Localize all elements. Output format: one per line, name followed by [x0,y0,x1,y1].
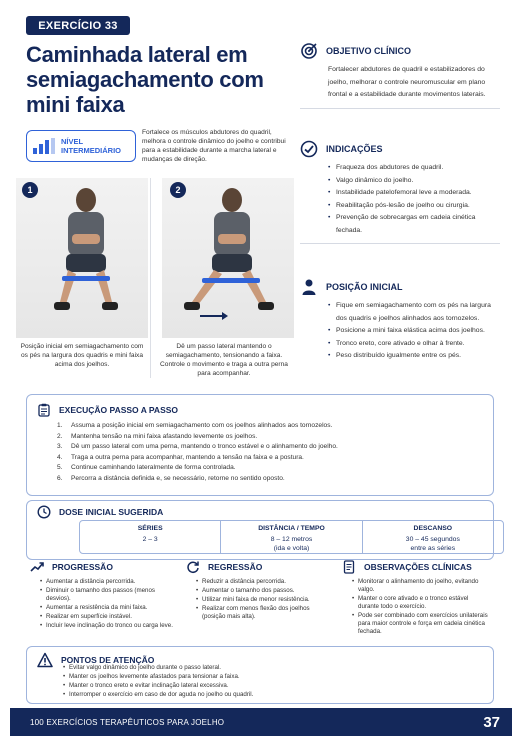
list-item: 2. Mantenha tensão na mini faixa afastando levemente os joelhos. [57,432,258,440]
list-item: 4. Traga a outra perna para acompanhar, mantendo a tensão na faixa e a postura. [57,453,304,461]
list-item: • Tronco ereto, core ativado e olhar à frente. [328,338,500,351]
step-1-photo [16,178,148,338]
dose-box [26,500,494,560]
check-circle-icon [300,140,318,158]
step-2-photo [162,178,294,338]
list-item: • Evitar valgo dinâmico do joelho durante o passo lateral. [63,664,483,672]
clipboard-icon [37,403,51,417]
list-item: • Diminuir o tamanho dos passos (menos desvios). [40,587,178,603]
regressao-section [186,560,334,622]
dose-rest: DESCANSO 30 – 45 segundos entre as séries [362,521,503,553]
list-item: 1. Assuma a posição inicial em semiagachamento com os joelhos alinhados aos tornozelos. [57,422,333,429]
atencao-heading: PONTOS DE ATENÇÃO [61,655,155,665]
step-2-number: 2 [170,182,186,198]
list-item: • Valgo dinâmico do joelho. [328,175,500,188]
list-item: • Instabilidade patelofemoral leve a moderada. [328,187,500,200]
refresh-icon [186,560,200,574]
list-item: • Reduzir a distância percorrida. [196,578,334,586]
list-item: • Posicione a mini faixa elástica acima dos joelhos. [328,325,500,338]
squat-figure-side-step [162,178,294,338]
dose-distance: DISTÂNCIA / TEMPO 8 – 12 metros (ida e volta) [220,521,361,553]
squat-figure-front [16,178,148,338]
trend-up-icon [30,560,44,574]
regressao-heading: REGRESSÃO [208,562,263,572]
target-icon [300,42,318,60]
list-item: • Realizar com menos flexão dos joelhos (posição mais alta). [196,605,334,621]
posicao-section [300,278,500,363]
indicacoes-heading: INDICAÇÕES [326,144,383,154]
warning-icon [37,652,53,668]
person-icon [300,278,318,296]
objetivo-section [300,42,500,115]
list-item: • Reabilitação pós-lesão de joelho ou cirurgia. [328,200,500,213]
level-value: INTERMEDIÁRIO [61,146,121,155]
list-item: • Aumentar o tamanho dos passos. [196,587,334,595]
list-item: • Peso distribuído igualmente entre os pés. [328,350,500,363]
document-icon [342,560,356,574]
list-item: • Manter os joelhos levemente afastados para tensionar a faixa. [63,673,483,681]
list-item: 3. Dê um passo lateral com uma perna, mantendo o tronco estável e o alinhamento do joelho. [57,443,338,450]
level-bars-icon [33,138,55,154]
exercise-badge: EXERCÍCIO 33 [26,16,130,35]
level-label: NÍVEL [61,137,84,146]
list-item: • Monitorar o alinhamento do joelho, evitando valgo. [352,578,490,594]
list-item: • Prevenção de sobrecargas em cadeia cinética fechada. [328,212,500,237]
step-1-caption: Posição inicial em semiagachamento com os pés na largura dos quadris e mini faixa acima dos joelhos. [20,343,144,368]
clock-icon [37,505,51,519]
atencao-box [26,646,494,704]
page-number: 37 [483,713,500,731]
list-item: 6. Percorra a distância definida e, se necessário, retorne no sentido oposto. [57,474,285,482]
progressao-heading: PROGRESSÃO [52,562,113,572]
dose-table [79,520,504,554]
observacoes-section [342,560,490,637]
list-item: • Fraqueza dos abdutores de quadril. [328,162,500,175]
list-item: 5. Continue caminhando lateralmente de forma controlada. [57,464,236,471]
arrow-right-icon [200,312,228,320]
objetivo-text: Fortalecer abdutores de quadril e estabilizadores do joelho, melhorar o controle neuromuscular em plano frontal e a estabilidade durante movimentos laterais. [328,66,486,98]
list-item: • Incluir leve inclinação do tronco ou carga leve. [40,622,178,630]
footer-title: 100 EXERCÍCIOS TERAPÊUTICOS PARA JOELHO [30,717,225,727]
execucao-heading: EXECUÇÃO PASSO A PASSO [59,405,179,415]
list-item: • Manter o core ativado e o tronco estável durante todo o exercício. [352,595,490,611]
step-2-caption: Dê um passo lateral mantendo o semiagachamento, tensionando a faixa. Controle o movimento e traga a outra perna para acompanhar. [160,343,288,377]
list-item: • Manter o tronco ereto e evitar inclinação lateral excessiva. [63,682,483,690]
page-title: Caminhada lateral em semiagachamento com mini faixa [26,42,264,117]
list-item: • Realizar em superfície instável. [40,613,178,621]
steps-divider [150,178,151,378]
list-item: • Aumentar a distância percorrida. [40,578,178,586]
objetivo-heading: OBJETIVO CLÍNICO [326,46,412,56]
list-item: • Pode ser combinado com exercícios unilaterais para maior controle e força em cadeia cinética fechada. [352,612,490,636]
observacoes-heading: OBSERVAÇÕES CLÍNICAS [364,562,472,572]
level-badge [26,130,136,162]
list-item: • Fique em semiagachamento com os pés na largura dos quadris e joelhos alinhados aos tornozelos. [328,300,500,325]
progressao-section [30,560,178,631]
list-item: • Aumentar a resistência da mini faixa. [40,604,178,612]
dose-heading: DOSE INICIAL SUGERIDA [59,507,164,517]
dose-series: SÉRIES 2 – 3 [137,525,163,543]
indicacoes-section [300,140,500,250]
step-1-number: 1 [22,182,38,198]
posicao-heading: POSIÇÃO INICIAL [326,282,403,292]
execucao-box [26,394,494,496]
list-item: • Interromper o exercício em caso de dor aguda no joelho ou quadril. [63,691,483,699]
intro-text: Fortalece os músculos abdutores do quadril, melhora o controle dinâmico do joelho e contribui para a estabilidade durante a marcha lateral e mudanças de direção. [142,129,286,163]
list-item: • Utilizar mini faixa de menor resistência. [196,596,334,604]
page-footer [10,708,512,736]
